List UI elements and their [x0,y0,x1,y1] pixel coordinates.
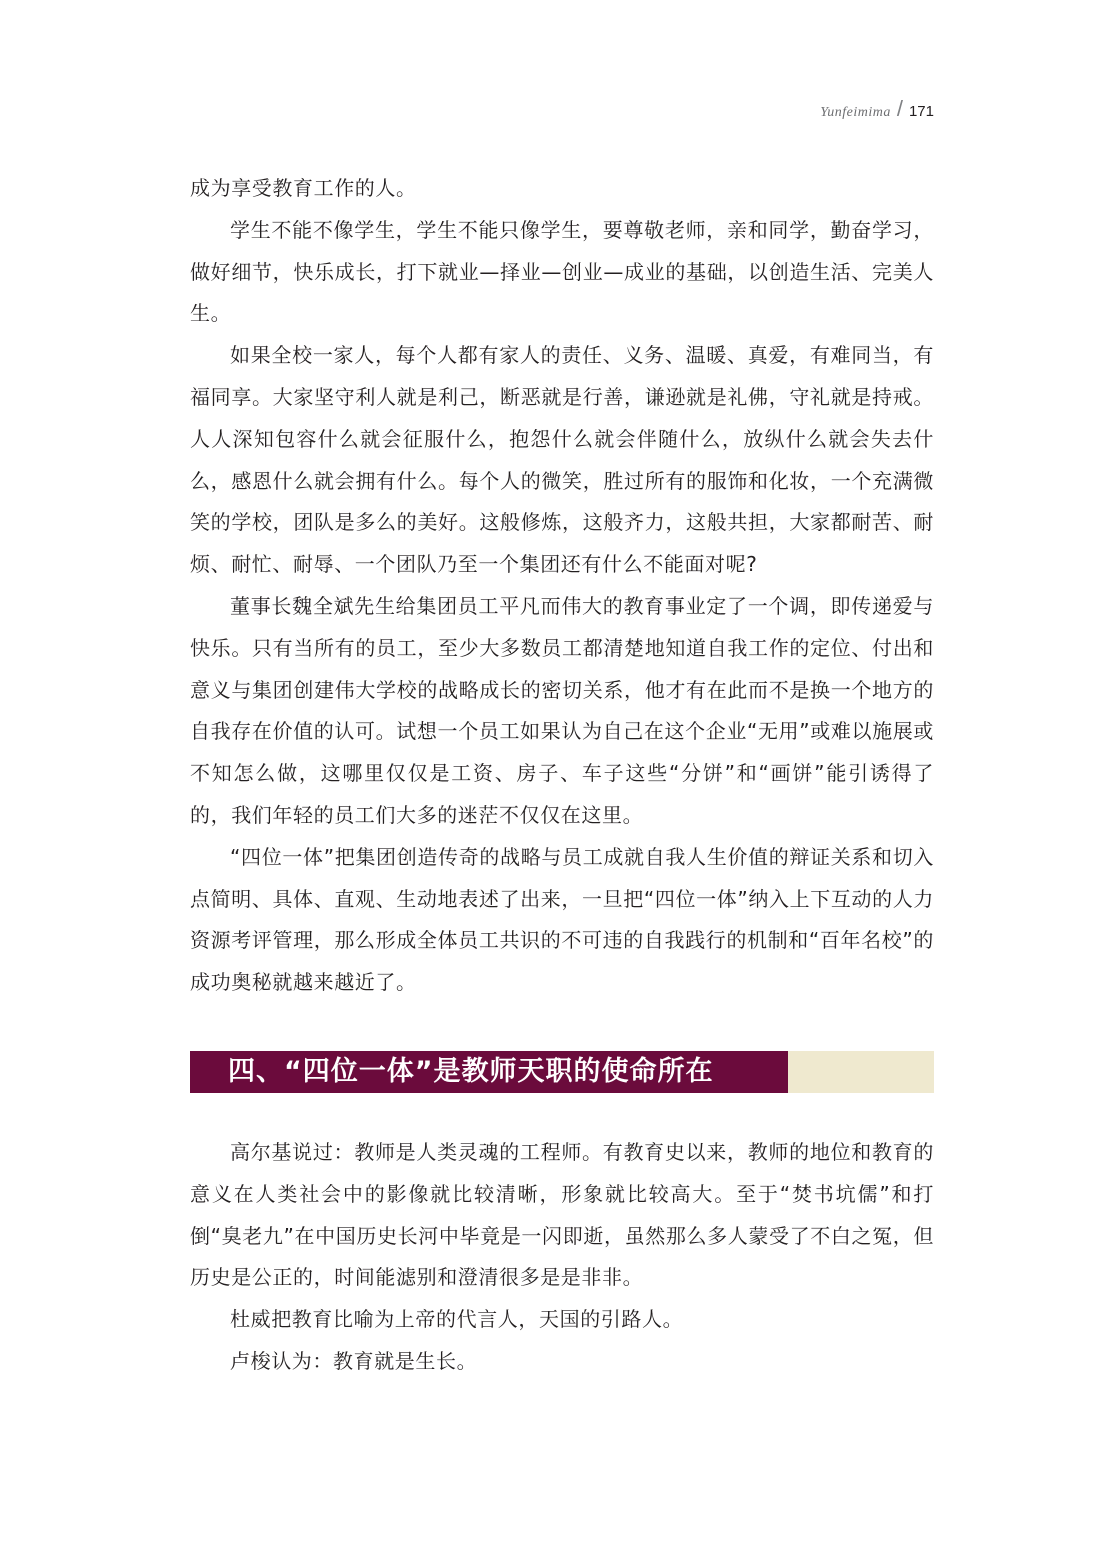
body-text-after [190,1132,934,1383]
header-separator: / [896,96,903,121]
paragraph: 成为享受教育工作的人。 [190,176,417,200]
paragraph: “四位一体”把集团创造传奇的战略与员工成就自我人生价值的辩证关系和切入点简明、具体、直观、生动地表述了出来，一旦把“四位一体”纳入上下互动的人力资源考评管理，那么形成全体员工共识的不可违的自我践行的机制和“百年名校”的成功奥秘就越来越近了。 [190,844,934,995]
paragraph: 杜威把教育比喻为上帝的代言人，天国的引路人。 [230,1307,684,1332]
paragraph: 学生不能不像学生，学生不能只像学生，要尊敬老师，亲和同学，勤奋学习，做好细节，快乐成长，打下就业—择业—创业—成业的基础，以创造生活、完美人生。 [190,217,934,326]
section-heading [190,1051,934,1093]
body-text-before [190,168,934,1004]
paragraph: 卢梭认为：教育就是生长。 [230,1348,478,1373]
page-number: 171 [908,103,934,120]
running-header [820,96,934,120]
paragraph: 高尔基说过：教师是人类灵魂的工程师。有教育史以来，教师的地位和教育的意义在人类社会中的影像就比较清晰，形象就比较高大。至于“焚书坑儒”和打倒“臭老九”在中国历史长河中毕竟是一闪即逝，虽然那么多人蒙受了不白之冤，但历史是公正的，时间能滤别和澄清很多是是非非。 [190,1140,934,1290]
header-brand: Yunfeimima [820,105,891,120]
section-heading-accent [788,1051,934,1093]
paragraph: 如果全校一家人，每个人都有家人的责任、义务、温暖、真爱，有难同当，有福同享。大家坚守利人就是利己，断恶就是行善，谦逊就是礼佛，守礼就是持戒。人人深知包容什么就会征服什么，抱怨什么就会伴随什么，放纵什么就会失去什么，感恩什么就会拥有什么。每个人的微笑，胜过所有的服饰和化妆，一个充满微笑的学校，团队是多么的美好。这般修炼，这般齐力，这般共担，大家都耐苦、耐烦、耐忙、耐辱、一个团队乃至一个集团还有什么不能面对呢? [190,343,934,577]
section-heading-title: 四、“四位一体”是教师天职的使命所在 [190,1051,788,1093]
paragraph: 董事长魏全斌先生给集团员工平凡而伟大的教育事业定了一个调，即传递爱与快乐。只有当所有的员工，至少大多数员工都清楚地知道自我工作的定位、付出和意义与集团创建伟大学校的战略成长的密切关系，他才有在此而不是换一个地方的自我存在价值的认可。试想一个员工如果认为自己在这个企业“无用”或难以施展或不知怎么做，这哪里仅仅是工资、房子、车子这些“分饼”和“画饼”能引诱得了的，我们年轻的员工们大多的迷茫不仅仅在这里。 [190,593,934,827]
